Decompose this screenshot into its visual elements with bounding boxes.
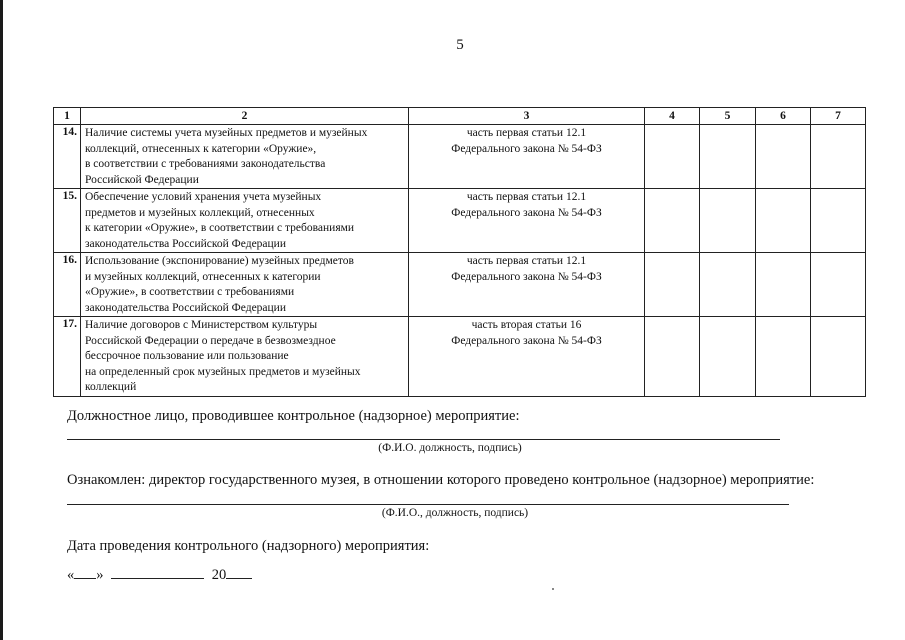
empty-cell (645, 317, 700, 397)
column-header: 7 (811, 108, 866, 125)
inspection-table (53, 107, 866, 397)
scan-speck (552, 588, 554, 590)
requirement-line: Наличие системы учета музейных предметов и музейных (85, 127, 368, 139)
empty-cell (756, 125, 811, 189)
requirement-line: коллекций, отнесенных к категории «Оружие», (85, 142, 317, 155)
empty-cell (645, 189, 700, 253)
official-caption: (Ф.И.О. должность, подпись) (378, 442, 522, 454)
year-prefix: 20 (211, 567, 227, 583)
requirement-cell (81, 125, 409, 189)
requirement-cell (81, 253, 409, 317)
column-header: 3 (409, 108, 645, 125)
requirement-line: законодательства Российской Федерации (85, 301, 286, 314)
reference-line: Федерального закона № 54-ФЗ (451, 206, 602, 219)
empty-cell (756, 189, 811, 253)
close-quote: » (96, 567, 104, 583)
column-header: 1 (54, 108, 81, 125)
official-signature-line (67, 439, 780, 440)
official-label: Должностное лицо, проводившее контрольное (надзорное) мероприятие: (67, 408, 520, 424)
column-header: 2 (81, 108, 409, 125)
reference-line: Федерального закона № 54-ФЗ (451, 270, 602, 283)
acquainted-signature-line (67, 504, 789, 505)
reference-cell (409, 317, 645, 397)
row-number: 15. (54, 189, 81, 253)
empty-cell (756, 253, 811, 317)
row-number: 16. (54, 253, 81, 317)
column-header: 5 (700, 108, 756, 125)
requirement-line: предметов и музейных коллекций, отнесенных (85, 206, 315, 219)
reference-line: часть первая статьи 12.1 (466, 127, 587, 139)
requirement-line: коллекций (85, 381, 137, 393)
reference-cell (409, 125, 645, 189)
requirement-line: к категории «Оружие», в соответствии с требованиями (85, 222, 355, 234)
column-header: 6 (756, 108, 811, 125)
reference-line: Федерального закона № 54-ФЗ (451, 334, 602, 347)
requirement-line: Российской Федерации (85, 173, 199, 186)
requirement-cell (81, 317, 409, 397)
requirement-line: Российской Федерации о передаче в безвозмездное (85, 334, 336, 347)
requirement-line: бессрочное пользование или пользование (85, 350, 289, 362)
requirement-line: на определенный срок музейных предметов и музейных (85, 365, 361, 378)
requirement-line: Наличие договоров с Министерством культуры (85, 319, 318, 331)
table-row (54, 189, 866, 253)
empty-cell (645, 253, 700, 317)
scan-left-edge (0, 0, 3, 640)
reference-line: часть первая статьи 12.1 (466, 255, 587, 267)
date-fill-line (67, 565, 252, 584)
reference-line: часть вторая статьи 16 (471, 319, 582, 331)
day-blank (74, 565, 96, 579)
empty-cell (811, 189, 866, 253)
page-number: 5 (456, 37, 464, 53)
reference-cell (409, 253, 645, 317)
table-header-row (54, 108, 866, 125)
empty-cell (700, 253, 756, 317)
acquainted-caption: (Ф.И.О., должность, подпись) (381, 507, 529, 519)
acquainted-label: Ознакомлен: директор государственного музея, в отношении которого проведено контрольное (надзорное) мероприятие: (67, 472, 815, 488)
table-row (54, 125, 866, 189)
year-blank (226, 565, 252, 579)
empty-cell (700, 317, 756, 397)
requirement-line: «Оружие», в соответствии с требованиями (85, 286, 295, 298)
reference-line: часть первая статьи 12.1 (466, 191, 587, 203)
requirement-line: Обеспечение условий хранения учета музейных (85, 191, 322, 203)
column-header: 4 (645, 108, 700, 125)
table-row (54, 253, 866, 317)
reference-line: Федерального закона № 54-ФЗ (451, 142, 602, 155)
empty-cell (811, 317, 866, 397)
requirement-line: в соответствии с требованиями законодательства (85, 158, 326, 170)
table-row (54, 317, 866, 397)
empty-cell (645, 125, 700, 189)
empty-cell (811, 125, 866, 189)
empty-cell (811, 253, 866, 317)
row-number: 17. (54, 317, 81, 397)
requirement-line: законодательства Российской Федерации (85, 237, 286, 250)
date-label: Дата проведения контрольного (надзорного) мероприятия: (67, 538, 430, 554)
reference-cell (409, 189, 645, 253)
row-number: 14. (54, 125, 81, 189)
requirement-cell (81, 189, 409, 253)
month-blank (111, 565, 204, 579)
empty-cell (700, 125, 756, 189)
requirement-line: Использование (экспонирование) музейных предметов (85, 255, 354, 267)
empty-cell (756, 317, 811, 397)
open-quote: « (67, 567, 75, 583)
empty-cell (700, 189, 756, 253)
requirement-line: и музейных коллекций, отнесенных к категории (85, 270, 321, 283)
